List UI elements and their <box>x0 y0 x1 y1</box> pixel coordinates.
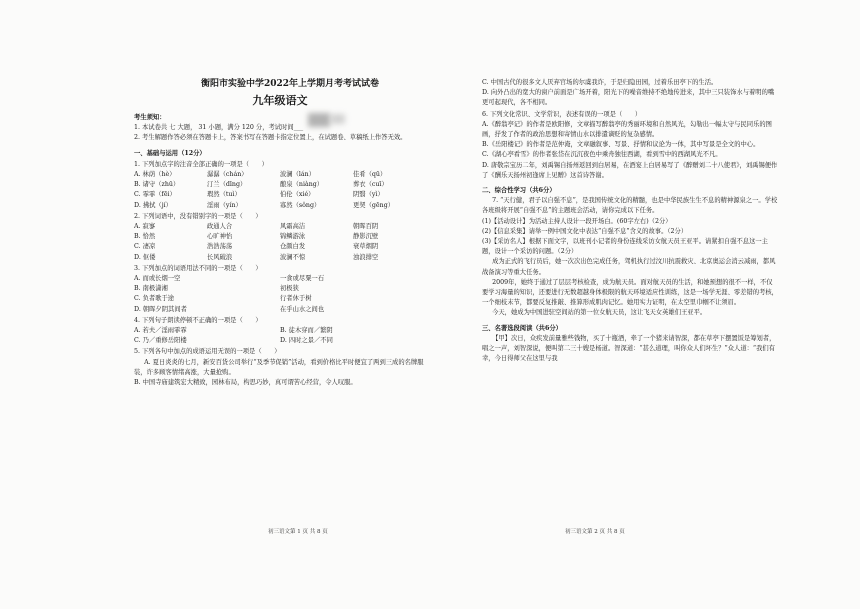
question-stem: 1. 下列加点字的注音全部正确的一项是（ ） <box>134 160 268 168</box>
option: B. 恰然 <box>134 233 156 241</box>
option: 锦鳞游泳 <box>280 233 306 241</box>
option: B. 中国寺庙建筑宏大精致，园林布局，构思巧妙，真可谓苦心经营，令人叹服。 <box>134 379 357 387</box>
option: 波澜不惊 <box>280 253 306 261</box>
option: A. 而或长烟一空 <box>134 275 181 283</box>
option: B. 诸守（zhū） <box>134 181 180 189</box>
exam-title: 衡阳市实验中学2022年上学期月考考试试卷 <box>200 79 380 89</box>
material-paragraph: 今天，她成为中国进驻空间站的第一位女航天员，这让飞天女英雄们王亚平。 <box>492 309 707 317</box>
sub-question: (3)【采访名人】根据下面文字，以班刊小记者的身份连线采访女航天员王亚平。请紧扣自强不息这一主题，设计一个采访的问题。（2分） <box>482 238 768 256</box>
option-row <box>134 222 426 232</box>
section-heading: 三、名著选段阅读（共6分） <box>482 324 562 332</box>
option: 行者休于树 <box>280 295 312 303</box>
option: 浩浩荡荡 <box>207 243 233 251</box>
option: 瑕然（tuì） <box>207 191 241 199</box>
material-paragraph: 2009年，她终于通过了层层考核检查，成为航天员。面对航天员的生活，和她预想的很不一样，不仅要学习海量的知识，还要进行无数超越身体极限的航天环境适应性训练，这是一场学无涯、零差错的考核，一个细枝末节，都要反复推敲、推算形成肌肉记忆。她用实力证明，在太空里巾帼不让须眉。 <box>482 278 778 307</box>
option: D. 拂拭（jí） <box>134 201 172 209</box>
option: 衰草烟阴 <box>353 243 379 251</box>
left-column <box>134 78 426 388</box>
option: 潺潺（chán） <box>207 171 248 179</box>
option: C. 中国古代的很多文人厌弃官场的尔虞我诈，于是归隐田园，过着乐田亭下的生活。 <box>482 79 718 86</box>
option-row <box>134 253 426 263</box>
option: 更契（gēng） <box>353 201 395 209</box>
option: 阴翳（yì） <box>353 191 384 199</box>
option: B. 徒木穿而／繁阴 <box>280 327 333 335</box>
option: D. 四时之景／不同 <box>280 337 333 345</box>
option: A. 林荫（hè） <box>134 171 176 179</box>
option-row <box>134 170 426 180</box>
option: 静影沉壁 <box>353 233 379 241</box>
exam-subtitle: 九年级语文 <box>252 94 308 107</box>
option-row <box>134 305 426 315</box>
option: D. 向外凸出的宽大的窗户前面是广场开着，阳光下的噪音维持不绝地传进来，其中三只装饰水与着明的嘴更可起现代，各不相同。 <box>482 89 775 107</box>
option: C. 乃／重修岳阳楼 <box>134 337 187 345</box>
option-row <box>134 190 426 200</box>
option-row <box>134 294 426 304</box>
option: 在乎山水之间也 <box>280 305 325 313</box>
option: B.《岳阳楼记》的作者是范仲淹，文章融叙事、写景、抒情和议论为一体，其中写景是全文的中心。 <box>482 141 760 149</box>
right-column <box>482 78 778 364</box>
reading-passage: 【甲】次日，众疾发前量雅些钱物，买了十瓶酒，牵了一个猪来请智深，都在草亭下摆置饭是筹划者，唱之一声，刘智深说，便叫第二三十嫂是杨道。智深道：“甚么道理，叫你众人们坏生？”众人道：“我们有幸，今日得师父在这里与我 <box>482 334 776 363</box>
section-heading: 二、综合性学习（共6分） <box>482 187 556 195</box>
instructions <box>134 113 426 144</box>
instruction-item: 1. 本试卷共 七 大题， 31 小题，满分 120 分，考试时间___ <box>134 124 304 132</box>
option: 寡然（sǒng） <box>280 201 321 209</box>
option: D. 唐敬宗宝历二年，刘禹锡自扬州返回到白居易，在酒宴上白居易写了《醉赠刘二十八使君》，刘禹锡便作了《酬乐天扬州初逢席上见赠》这首诗答谢。 <box>482 161 778 179</box>
option: A. 若夫／淫雨霏霏 <box>134 327 187 335</box>
option-row <box>134 336 426 346</box>
option: 佳肴（qū） <box>353 171 387 179</box>
option: 政通人合 <box>207 223 233 231</box>
instructions-label: 考生须知： <box>134 114 166 121</box>
option: C.《湖心亭看雪》的作者张岱在沉沉夜色中乘舟独往西湖，看到雪中的西湖风光不凡。 <box>482 151 722 159</box>
option: 汀兰（dīng） <box>207 181 247 189</box>
option-row <box>134 326 426 336</box>
page-footer: 初三语文第 1 页 共 8 页 <box>268 529 328 535</box>
option: B. 南极潇湘 <box>134 285 168 293</box>
option: D. 伛偻 <box>134 253 156 261</box>
question-stem: 2. 下列词语中，没有错别字的一项是（ ） <box>134 212 262 220</box>
question-stem: 6. 下列文化常识、文学常识，表述有误的一项是（ ） <box>482 110 642 118</box>
option: D. 朝晖夕阴其间者 <box>134 305 187 313</box>
question-stem: 7. “天行健，君子以自强不息”，是我国传统文化的精髓，也是中华民族生生不息的精神源泉之一。学校各班级将开展“自强不息”的主题班会活动，请你完成以下任务。 <box>482 197 778 215</box>
option: 长风破浪 <box>207 253 233 261</box>
option: 伯伦（xié） <box>280 191 315 199</box>
option-row <box>134 180 426 190</box>
option-row <box>134 201 426 211</box>
option: 波澜（lán） <box>280 171 316 179</box>
question-stem: 4. 下列句子朗读停顿不正确的一项是（ ） <box>134 316 262 324</box>
option-row <box>134 232 426 242</box>
page-footer: 初三语文第 2 页 共 8 页 <box>565 529 625 535</box>
instruction-item: 2. 考生解题作答必须在答题卡上，答案书写在答题卡指定位置上，在试题卷、草稿纸上作答无效。 <box>134 134 407 142</box>
option: 心旷神怡 <box>207 233 233 241</box>
option: 朝晖百阴 <box>353 223 379 231</box>
option: C. 负者歌于途 <box>134 295 175 303</box>
option: C. 凄凉 <box>134 243 156 251</box>
option-row <box>134 274 426 284</box>
option: 初极狭 <box>280 285 299 293</box>
option: 风霜高洁 <box>280 223 306 231</box>
section-heading: 一、基础与运用（12分） <box>134 149 206 157</box>
option: A. 夏日炎炎的七月，新安百货公司举行“及季节促销”活动，看到价格比平时便宜了两到三成的名牌服装，许多顾客情绪高涨，大量抢购。 <box>134 358 424 376</box>
question-stem: 5. 下列各句中加点的成语运用无误的一项是（ ） <box>134 348 281 356</box>
option: 仓颜白发 <box>280 243 306 251</box>
sub-question: (1)【活动设计】为活动主持人设计一段开场白。(60字左右)（2分） <box>482 217 672 225</box>
option-row <box>134 284 426 294</box>
option: 淫雨（yín） <box>207 201 242 209</box>
option: C. 霏霏（fēi） <box>134 191 176 199</box>
sub-question: (2)【信息采集】请举一例中国文化中表达“自强不息”含义的故事。（2分） <box>482 227 688 235</box>
option: 浊浪排空 <box>353 253 379 261</box>
option: 一食或尽粟一石 <box>280 275 325 283</box>
question-stem: 3. 下列加点的词语用法不同的一项是（ ） <box>134 264 262 272</box>
option: A.《醉翁亭记》的作者是欧阳修，文章描写醉翁亭的秀丽环境和自然风光，勾勒出一幅太守与民同乐的图画，抒发了作者的政治思想和寄情山水以排遣谪贬的复杂感情。 <box>482 120 772 139</box>
option: A. 寂寥 <box>134 223 156 231</box>
option: 葬衣（cuī） <box>353 181 388 189</box>
material-paragraph: 成为正式的飞行员后，她一次次出色完成任务，驾机执行过汶川抗震救灾、北京奥运会消云减雨，都风战备演习等重大任务。 <box>482 258 776 276</box>
option: 酿泉（niàng） <box>280 181 324 189</box>
option-row <box>134 242 426 252</box>
